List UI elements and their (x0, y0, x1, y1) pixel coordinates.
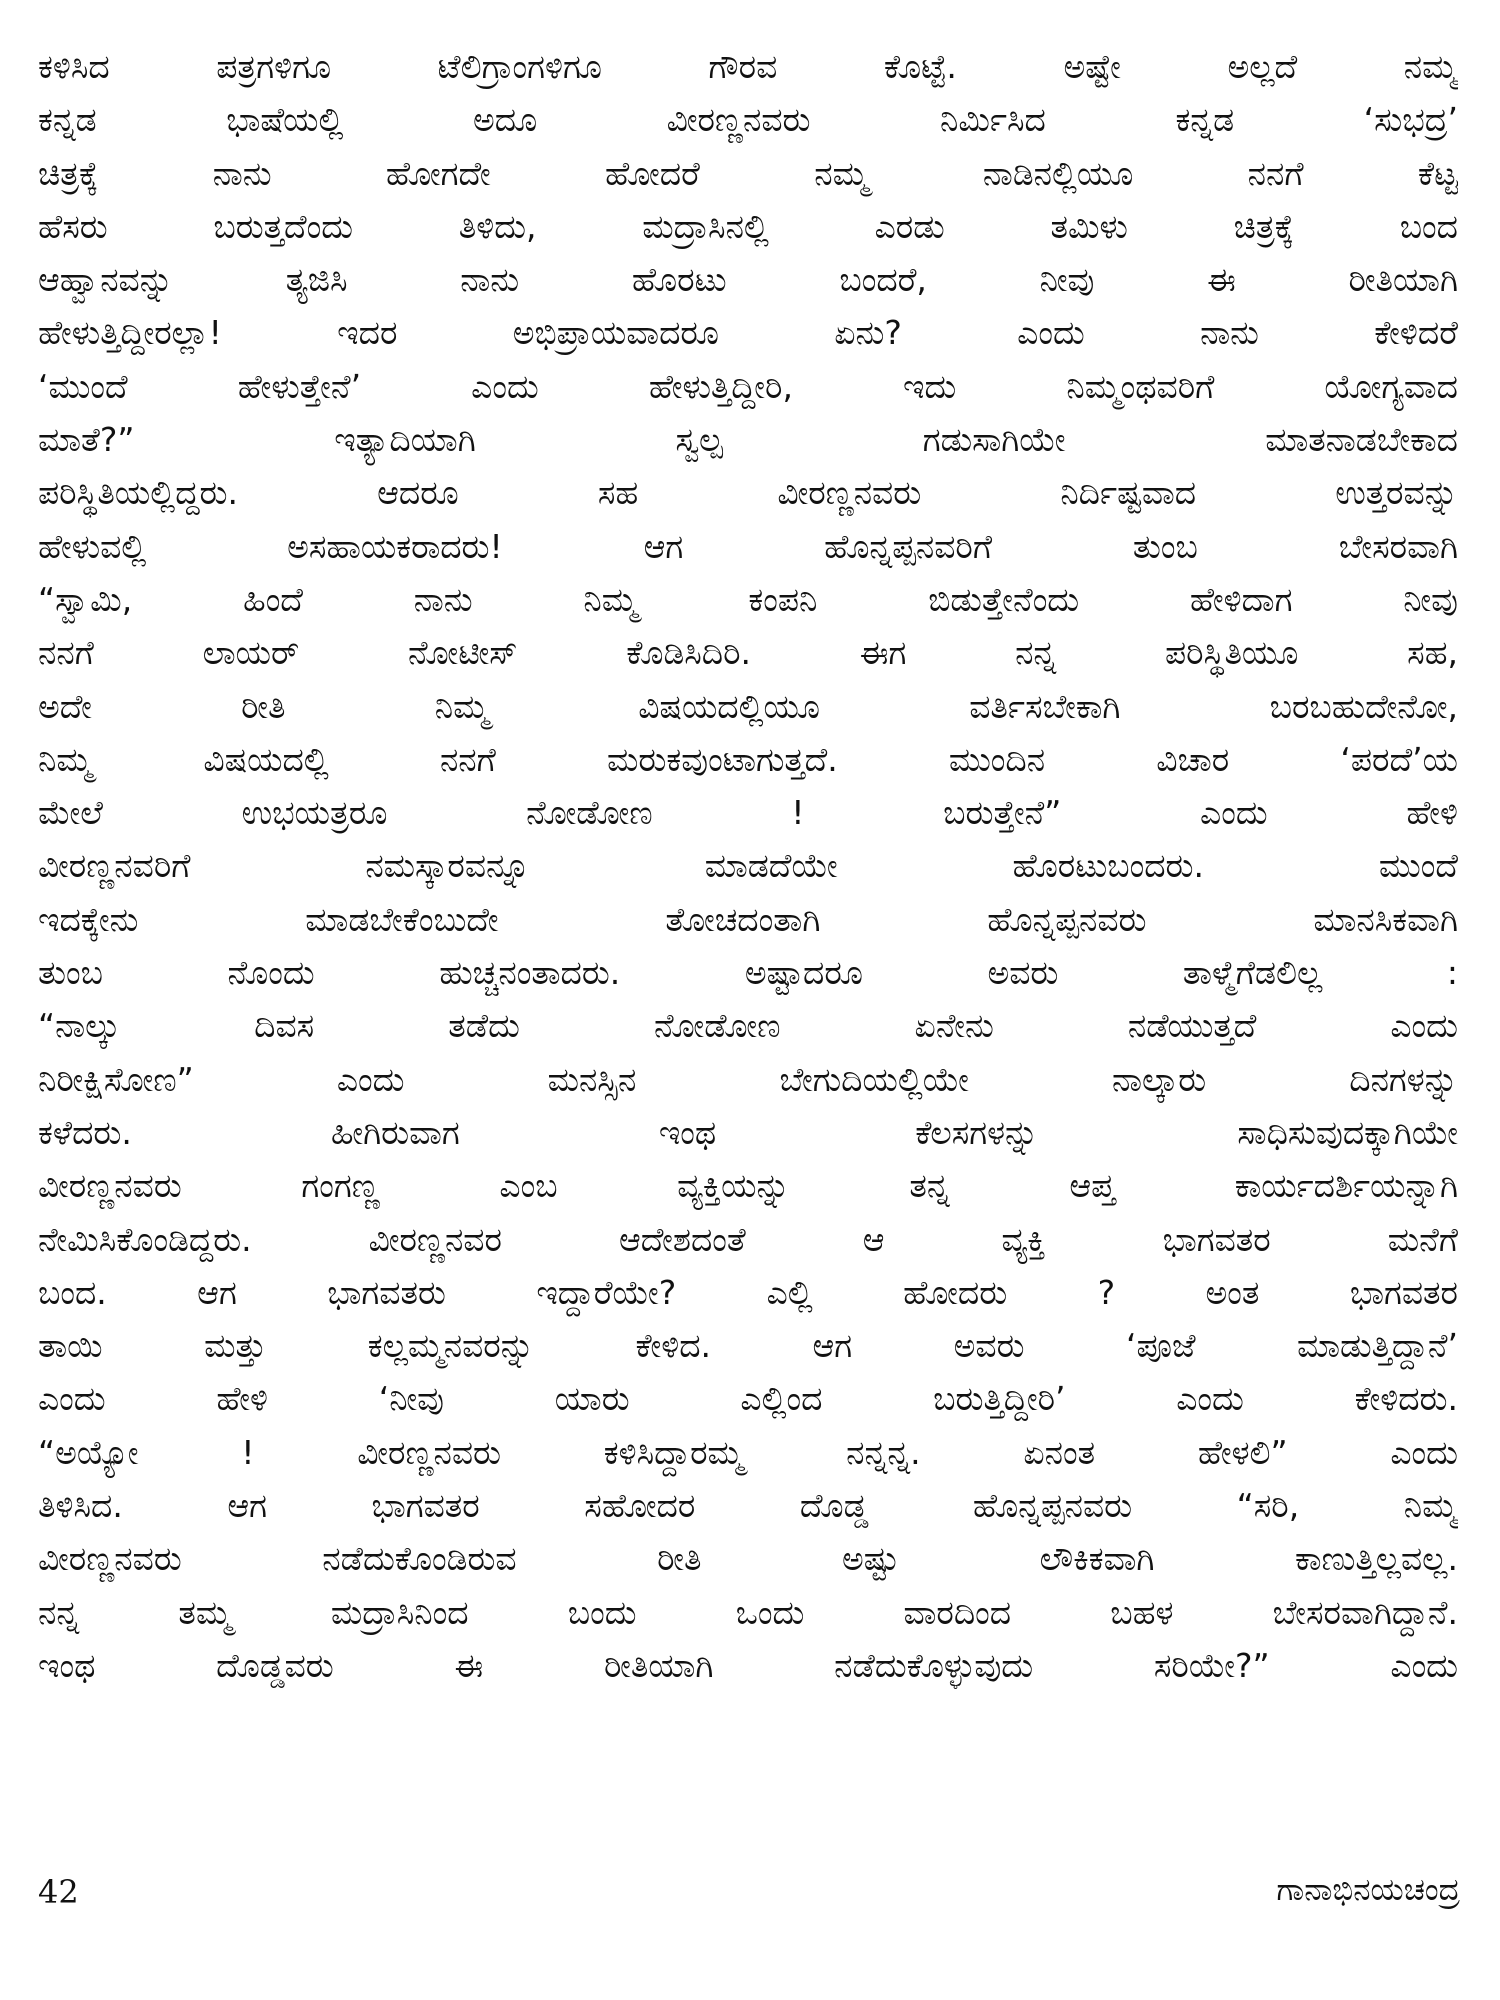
text-line-9: ಪರಿಸ್ಥಿತಿಯಲ್ಲಿದ್ದರು. ಆದರೂ ಸಹ ವೀರಣ್ಣನವರು ನಿರ್ದಿಷ್ಟವಾದ ಉತ್ತರವನ್ನು (38, 473, 1458, 513)
text-line-20: ನಿರೀಕ್ಷಿಸೋಣ” ಎಂದು ಮನಸ್ಸಿನ ಬೇಗುದಿಯಲ್ಲಿಯೇ ನಾಲ್ಕಾರು ದಿನಗಳನ್ನು (38, 1059, 1458, 1099)
text-line-29: ವೀರಣ್ಣನವರು ನಡೆದುಕೊಂಡಿರುವ ರೀತಿ ಅಷ್ಟು ಲೌಕಿಕವಾಗಿ ಕಾಣುತ್ತಿಲ್ಲವಲ್ಲ. (38, 1539, 1458, 1579)
page-number: 42 (38, 1873, 79, 1911)
text-line-2: ಕನ್ನಡ ಭಾಷೆಯಲ್ಲಿ ಅದೂ ವೀರಣ್ಣನವರು ನಿರ್ಮಿಸಿದ ಕನ್ನಡ ‘ಸುಭದ್ರ’ (38, 100, 1458, 140)
text-line-23: ನೇಮಿಸಿಕೊಂಡಿದ್ದರು. ವೀರಣ್ಣನವರ ಆದೇಶದಂತೆ ಆ ವ್ಯಕ್ತಿ ಭಾಗವತರ ಮನೆಗೆ (38, 1219, 1458, 1259)
text-line-18: ತುಂಬ ನೊಂದು ಹುಚ್ಚನಂತಾದರು. ಅಷ್ಟಾದರೂ ಅವರು ತಾಳ್ಮೆಗೆಡಲಿಲ್ಲ : (38, 953, 1458, 993)
text-line-1: ಕಳಿಸಿದ ಪತ್ರಗಳಿಗೂ ಟೆಲಿಗ್ರಾಂಗಳಿಗೂ ಗೌರವ ಕೊಟ್ಟೆ. ಅಷ್ಟೇ ಅಲ್ಲದೆ ನಮ್ಮ (38, 47, 1458, 86)
text-line-8: ಮಾತೆ?” ಇತ್ಯಾದಿಯಾಗಿ ಸ್ವಲ್ಪ ಗಡುಸಾಗಿಯೇ ಮಾತನಾಡಬೇಕಾದ (38, 420, 1458, 460)
text-line-12: ನನಗೆ ಲಾಯರ್ ನೋಟೀಸ್ ಕೊಡಿಸಿದಿರಿ. ಈಗ ನನ್ನ ಪರಿಸ್ಥಿತಿಯೂ ಸಹ, (38, 633, 1458, 673)
text-line-7: ‘ಮುಂದೆ ಹೇಳುತ್ತೇನೆ’ ಎಂದು ಹೇಳುತ್ತಿದ್ದೀರಿ, ಇದು ನಿಮ್ಮಂಥವರಿಗೆ ಯೋಗ್ಯವಾದ (38, 366, 1458, 406)
text-line-11: “ಸ್ವಾಮಿ, ಹಿಂದೆ ನಾನು ನಿಮ್ಮ ಕಂಪನಿ ಬಿಡುತ್ತೇನೆಂದು ಹೇಳಿದಾಗ ನೀವು (38, 579, 1458, 619)
text-line-24: ಬಂದ. ಆಗ ಭಾಗವತರು ಇದ್ದಾರೆಯೇ? ಎಲ್ಲಿ ಹೋದರು ? ಅಂತ ಭಾಗವತರ (38, 1272, 1458, 1312)
text-line-15: ಮೇಲೆ ಉಭಯತ್ರರೂ ನೋಡೋಣ ! ಬರುತ್ತೇನೆ” ಎಂದು ಹೇಳಿ (38, 793, 1458, 833)
text-line-3: ಚಿತ್ರಕ್ಕೆ ನಾನು ಹೋಗದೇ ಹೋದರೆ ನಮ್ಮ ನಾಡಿನಲ್ಲಿಯೂ ನನಗೆ ಕೆಟ್ಟ (38, 153, 1458, 193)
text-line-30: ನನ್ನ ತಮ್ಮ ಮದ್ರಾಸಿನಿಂದ ಬಂದು ಒಂದು ವಾರದಿಂದ ಬಹಳ ಬೇಸರವಾಗಿದ್ದಾನೆ. (38, 1592, 1458, 1632)
text-line-31: ಇಂಥ ದೊಡ್ಡವರು ಈ ರೀತಿಯಾಗಿ ನಡೆದುಕೊಳ್ಳುವುದು ಸರಿಯೇ?” ಎಂದು (38, 1645, 1458, 1685)
text-line-21: ಕಳೆದರು. ಹೀಗಿರುವಾಗ ಇಂಥ ಕೆಲಸಗಳನ್ನು ಸಾಧಿಸುವುದಕ್ಕಾಗಿಯೇ (38, 1112, 1458, 1152)
text-line-26: ಎಂದು ಹೇಳಿ ‘ನೀವು ಯಾರು ಎಲ್ಲಿಂದ ಬರುತ್ತಿದ್ದೀರಿ’ ಎಂದು ಕೇಳಿದರು. (38, 1379, 1458, 1419)
text-line-4: ಹೆಸರು ಬರುತ್ತದೆಂದು ತಿಳಿದು, ಮದ್ರಾಸಿನಲ್ಲಿ ಎರಡು ತಮಿಳು ಚಿತ್ರಕ್ಕೆ ಬಂದ (38, 206, 1458, 246)
text-line-19: “ನಾಲ್ಕು ದಿವಸ ತಡೆದು ನೋಡೋಣ ಏನೇನು ನಡೆಯುತ್ತದೆ ಎಂದು (38, 1006, 1458, 1046)
text-line-14: ನಿಮ್ಮ ವಿಷಯದಲ್ಲಿ ನನಗೆ ಮರುಕವುಂಟಾಗುತ್ತದೆ. ಮುಂದಿನ ವಿಚಾರ ‘ಪರದೆ’ಯ (38, 739, 1458, 779)
text-line-5: ಆಹ್ವಾನವನ್ನು ತ್ಯಜಿಸಿ ನಾನು ಹೊರಟು ಬಂದರೆ, ನೀವು ಈ ರೀತಿಯಾಗಿ (38, 260, 1458, 300)
text-line-22: ವೀರಣ್ಣನವರು ಗಂಗಣ್ಣ ಎಂಬ ವ್ಯಕ್ತಿಯನ್ನು ತನ್ನ ಆಪ್ತ ಕಾರ್ಯದರ್ಶಿಯನ್ನಾಗಿ (38, 1166, 1458, 1206)
text-line-10: ಹೇಳುವಲ್ಲಿ ಅಸಹಾಯಕರಾದರು! ಆಗ ಹೊನ್ನಪ್ಪನವರಿಗೆ ತುಂಬ ಬೇಸರವಾಗಿ (38, 526, 1458, 566)
text-line-13: ಅದೇ ರೀತಿ ನಿಮ್ಮ ವಿಷಯದಲ್ಲಿಯೂ ವರ್ತಿಸಬೇಕಾಗಿ ಬರಬಹುದೇನೋ, (38, 686, 1458, 726)
text-line-17: ಇದಕ್ಕೇನು ಮಾಡಬೇಕೆಂಬುದೇ ತೋಚದಂತಾಗಿ ಹೊನ್ನಪ್ಪನವರು ಮಾನಸಿಕವಾಗಿ (38, 899, 1458, 939)
text-line-28: ತಿಳಿಸಿದ. ಆಗ ಭಾಗವತರ ಸಹೋದರ ದೊಡ್ಡ ಹೊನ್ನಪ್ಪನವರು “ಸರಿ, ನಿಮ್ಮ (38, 1486, 1458, 1526)
text-line-25: ತಾಯಿ ಮತ್ತು ಕಲ್ಲಮ್ಮನವರನ್ನು ಕೇಳಿದ. ಆಗ ಅವರು ‘ಪೂಜೆ ಮಾಡುತ್ತಿದ್ದಾನೆ’ (38, 1326, 1458, 1366)
text-line-6: ಹೇಳುತ್ತಿದ್ದೀರಲ್ಲಾ! ಇದರ ಅಭಿಪ್ರಾಯವಾದರೂ ಏನು? ಎಂದು ನಾನು ಕೇಳಿದರೆ (38, 313, 1458, 353)
running-footer-title: ಗಾನಾಭಿನಯಚಂದ್ರ (1276, 1872, 1460, 1908)
body-text (38, 40, 1458, 1692)
text-line-16: ವೀರಣ್ಣನವರಿಗೆ ನಮಸ್ಕಾರವನ್ನೂ ಮಾಡದೆಯೇ ಹೊರಟುಬಂದರು. ಮುಂದೆ (38, 846, 1458, 886)
text-line-27: “ಅಯ್ಯೋ ! ವೀರಣ್ಣನವರು ಕಳಿಸಿದ್ದಾರಮ್ಮ ನನ್ನನ್ನ. ಏನಂತ ಹೇಳಲಿ” ಎಂದು (38, 1432, 1458, 1472)
